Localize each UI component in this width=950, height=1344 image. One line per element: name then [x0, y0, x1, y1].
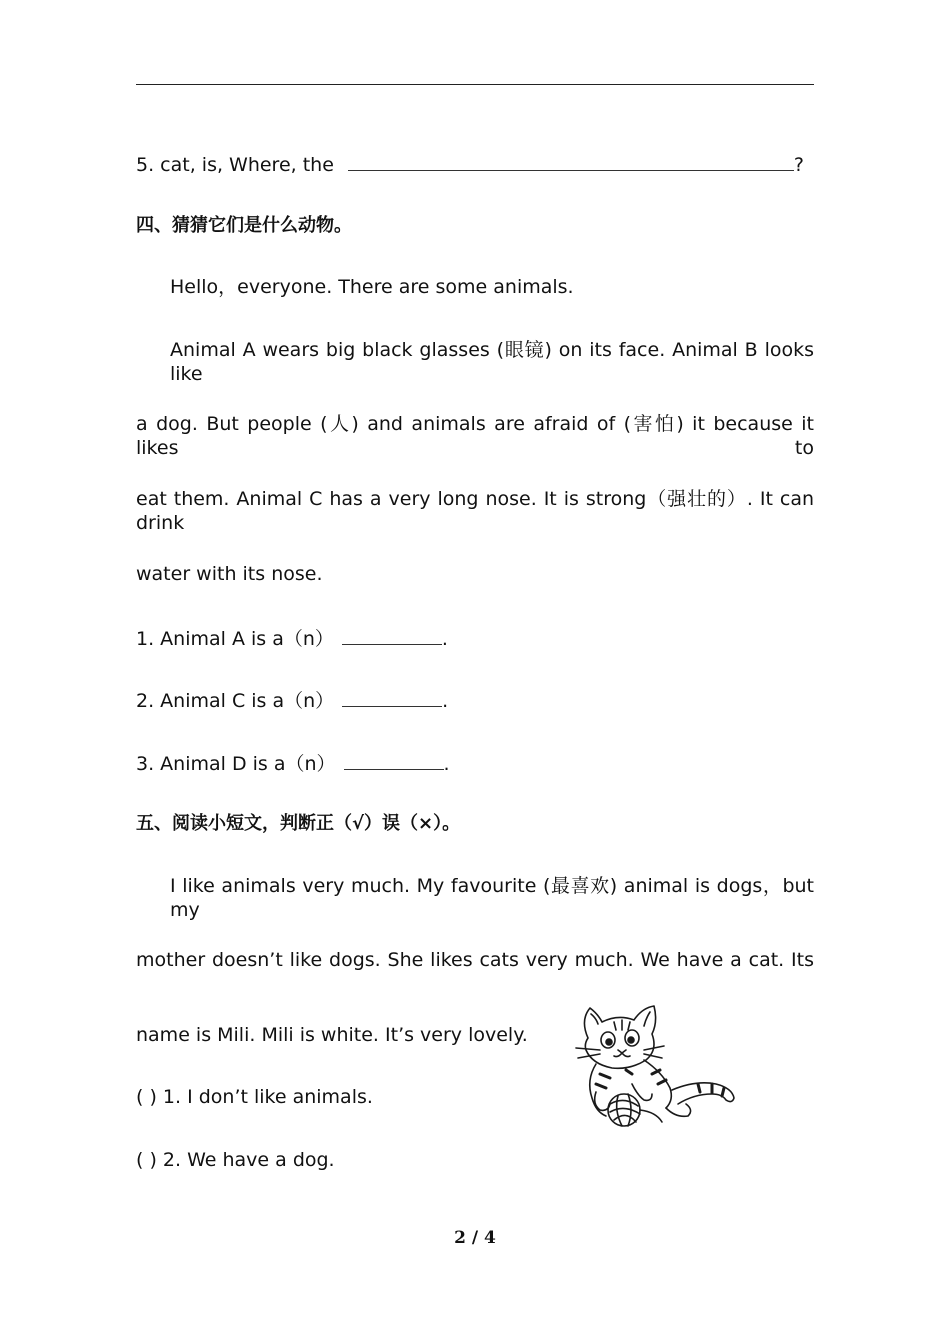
section-5-heading: 五、阅读小短文，判断正（√）误（×）。: [136, 813, 461, 834]
answer-blank[interactable]: [344, 749, 444, 770]
paragraph-line: I like animals very much. My favourite (最喜欢) animal is dogs，but my: [170, 875, 814, 921]
section-4-heading: 四、猜猜它们是什么动物。: [136, 215, 352, 236]
guess-question-3: [136, 749, 450, 776]
page-number: 2 / 4: [454, 1228, 496, 1248]
answer-blank[interactable]: [342, 686, 442, 707]
paragraph-line: a dog. But people (人) and animals are afraid of (害怕) it because it likes to: [136, 413, 814, 459]
answer-line: [136, 84, 814, 85]
question-5: [136, 150, 804, 177]
paragraph-line: mother doesn’t like dogs. She likes cats very much. We have a cat. Its: [136, 949, 814, 971]
question-mark: ?: [793, 154, 804, 176]
period: .: [442, 690, 449, 712]
period: .: [441, 628, 448, 650]
true-false-statement-2: ( ) 2. We have a dog.: [136, 1149, 335, 1171]
section-4-intro: Hello，everyone. There are some animals.: [170, 276, 574, 298]
guess-question-text: 3. Animal D is a（n）: [136, 753, 336, 775]
paragraph-line: water with its nose.: [136, 563, 323, 585]
cat-with-yarn-illustration: [566, 1000, 740, 1132]
paragraph-line: eat them. Animal C has a very long nose. It is strong（强壮的）. It can drink: [136, 488, 814, 534]
true-false-statement-1: ( ) 1. I don’t like animals.: [136, 1086, 373, 1108]
answer-blank[interactable]: [348, 150, 794, 171]
answer-blank[interactable]: [342, 624, 442, 645]
guess-question-text: 2. Animal C is a（n）: [136, 690, 335, 712]
paragraph-line: name is Mili. Mili is white. It’s very lovely.: [136, 1024, 528, 1046]
period: .: [443, 753, 450, 775]
question-5-words: 5. cat, is, Where, the: [136, 154, 334, 176]
paragraph-line: Animal A wears big black glasses (眼镜) on its face. Animal B looks like: [170, 339, 814, 385]
guess-question-2: [136, 686, 448, 713]
guess-question-text: 1. Animal A is a（n）: [136, 628, 334, 650]
guess-question-1: [136, 624, 448, 651]
